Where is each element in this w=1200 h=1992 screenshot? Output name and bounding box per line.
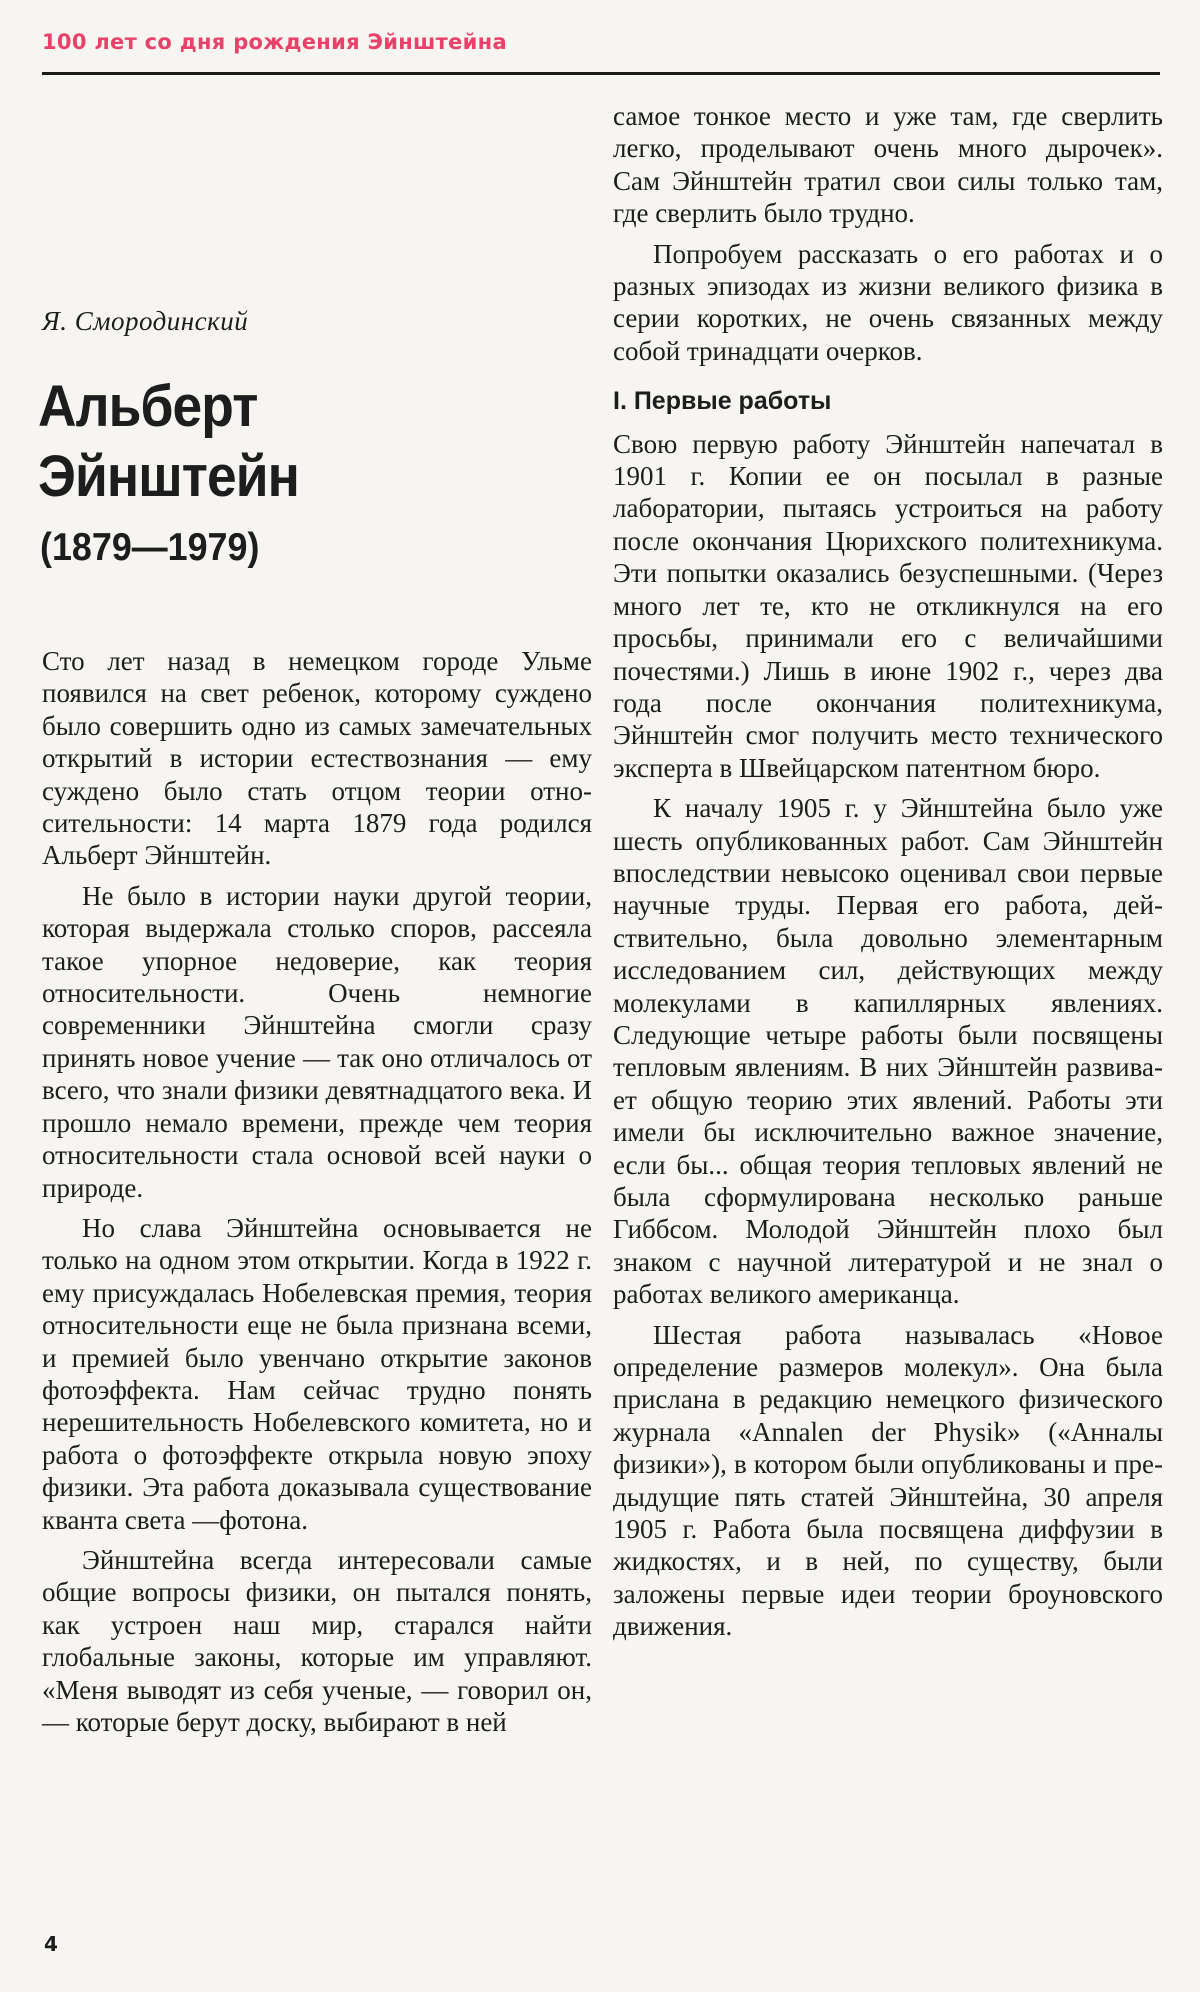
article-author: Я. Смородинский: [42, 306, 249, 336]
right-column: [613, 100, 1163, 1651]
left-column: [42, 645, 592, 1746]
article-title: [38, 372, 299, 512]
body-paragraph: Шестая работа называлась «Новое определение размеров молекул». Она была прислана в редакцию немецкого физического журнала «Аnnalen der Physik» («Анналы физики»), в котором были опубликованы и предыдущие пять статей Эйнштейна, 30 апреля 1905 г. Работа была посвящена диффузии в жидкостях, и в ней, по существу, были заложены первые идеи теории броуновского движения.: [613, 1319, 1163, 1642]
body-paragraph: Свою первую работу Эйнштейн напечатал в 1901 г. Копии ее он посылал в разные лаборатории, пытаясь устроиться на работу после окончания Цюрихского политехникума. Эти попытки оказались безуспешными. (Через много лет те, кто не откликнулся на его просьбы, принимали его с величайшими почестями.) Лишь в июне 1902 г., через два года после окончания политехникума, Эйнштейн смог получить место технического эксперта в Швейцарском патентном бюро.: [613, 428, 1163, 783]
body-paragraph: Сто лет назад в немецком городе Ульме появился на свет ребенок, которому суждено было совершить одно из самых замечательных открытий в истории естествознания — ему суждено было стать отцом теории относительности: 14 марта 1879 года родился Альберт Эйнштейн.: [42, 646, 592, 871]
page-number: 4: [44, 1932, 58, 1956]
continued-paragraph: самое тонкое место и уже там, где сверлить легко, проделывают очень много дырочек». Сам Эйнштейн тратил свои силы только там, где сверлить было трудно.: [613, 101, 1163, 229]
intro-paragraph: Попробуем рассказать о его работах и о разных эпизодах из жизни великого физика в серии коротких, не очень связанных между собой тринадцати очерков.: [613, 238, 1163, 366]
body-paragraph: Но слава Эйнштейна основывается не только на одном этом открытии. Когда в 1922 г. ему присуждалась Нобелевская премия, теория относительности еще не была признана всеми, и премией было увенчано открытие законов фотоэффекта. Нам сейчас трудно понять нерешительность Нобелевского комитета, но и работа о фотоэффекте открыла новую эпоху физики. Эта работа доказывала существование кванта света —фотона.: [42, 1212, 592, 1535]
title-line-1: Альберт: [38, 374, 258, 439]
body-paragraph: К началу 1905 г. у Эйнштейна было уже шесть опубликованных работ. Сам Эйнштейн впоследствии невысоко оценивал свои первые научные труды. Первая его работа, действительно, была довольно элементарным исследованием сил, действующих между молекулами в капиллярных явлениях. Следующие четыре работы были посвящены тепловым явлениям. В них Эйнштейн развивает общую теорию этих явлений. Работы эти имели бы исключительно важное значение, если бы... общая теория тепловых явлений не была сформулирована несколько раньше Гиббсом. Молодой Эйнштейн плохо был знаком с научной литературой и не знал о работах великого американца.: [613, 793, 1163, 1310]
title-line-2: Эйнштейн: [38, 444, 299, 509]
running-title: 100 лет со дня рождения Эйнштейна: [42, 30, 507, 54]
body-paragraph: Не было в истории науки другой теории, которая выдержала столько споров, рассеяла такое упорное недоверие, как теория относительности. Очень немногие современники Эйнштейна смогли сразу принять новое учение — так оно отличалось от всего, что знали физики девятнадцатого века. И прошло немало времени, прежде чем теория относительности стала основой всей науки о природе.: [42, 880, 592, 1203]
body-paragraph: Эйнштейна всегда интересовали самые общие вопросы физики, он пытался понять, как устроен наш мир, старался найти глобальные законы, которые им управляют. «Меня выводят из себя ученые, — говорил он, — которые берут доску, выбирают в ней: [42, 1544, 592, 1737]
article-years: (1879—1979): [40, 526, 260, 569]
header-rule: [42, 72, 1160, 75]
section-heading: I. Первые работы: [613, 387, 832, 416]
